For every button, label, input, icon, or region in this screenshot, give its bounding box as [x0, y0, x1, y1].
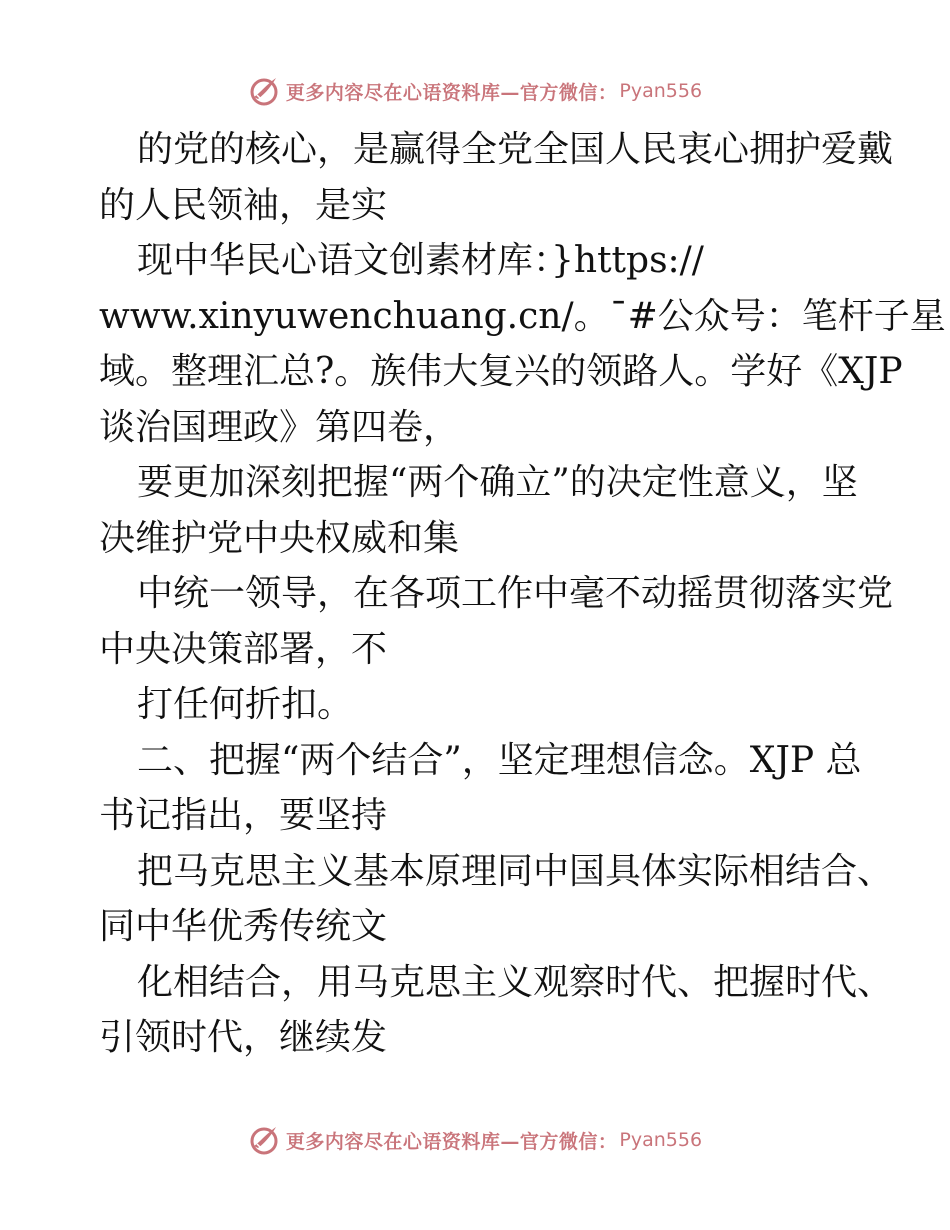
header-slogan: 更多内容尽在心语资料库—官方微信：: [285, 81, 618, 104]
text-line: 域。整理汇总?。族伟大复兴的领路人。学好《XJP: [99, 351, 903, 392]
text-line: 的人民领袖，是实: [99, 184, 388, 226]
text-line: 中央决策部署，不: [99, 628, 388, 670]
text-line: 打任何折扣。: [137, 684, 354, 725]
text-line: 的党的核心，是赢得全党全国人民衷心拥护爱戴: [137, 129, 894, 170]
text-line: 同中华优秀传统文: [99, 906, 388, 947]
text-line: 决维护党中央权威和集: [99, 517, 460, 559]
text-line: 要更加深刻把握“两个确立”的决定性意义，坚: [137, 462, 858, 503]
quill-logo-icon: [248, 75, 280, 107]
footer-slogan: 更多内容尽在心语资料库—官方微信：: [285, 1130, 618, 1153]
text-line: 化相结合，用马克思主义观察时代、把握时代、: [137, 961, 894, 1003]
text-line: 现中华民心语文创素材库：}https://: [137, 240, 704, 281]
text-line: 谈治国理政》第四卷，: [99, 406, 460, 448]
text-line: 把马克思主义基本原理同中国具体实际相结合、: [137, 850, 894, 892]
body-text: [99, 122, 946, 1066]
text-line: 引领时代，继续发: [99, 1017, 388, 1058]
text-line: 中统一领导，在各项工作中毫不动摇贯彻落实党: [137, 573, 894, 614]
header-watermark: [0, 71, 950, 111]
quill-logo-icon: [248, 1124, 280, 1156]
footer-wechat-id: Pyan556: [619, 1129, 703, 1151]
text-line: 二、把握“两个结合”，坚定理想信念。XJP 总: [137, 739, 862, 781]
footer-watermark: [0, 1120, 950, 1160]
header-wechat-id: Pyan556: [619, 80, 703, 102]
text-line: 书记指出，要坚持: [99, 795, 388, 836]
text-line: www.xinyuwenchuang.cn/。¯#公众号：笔杆子星: [99, 295, 946, 337]
